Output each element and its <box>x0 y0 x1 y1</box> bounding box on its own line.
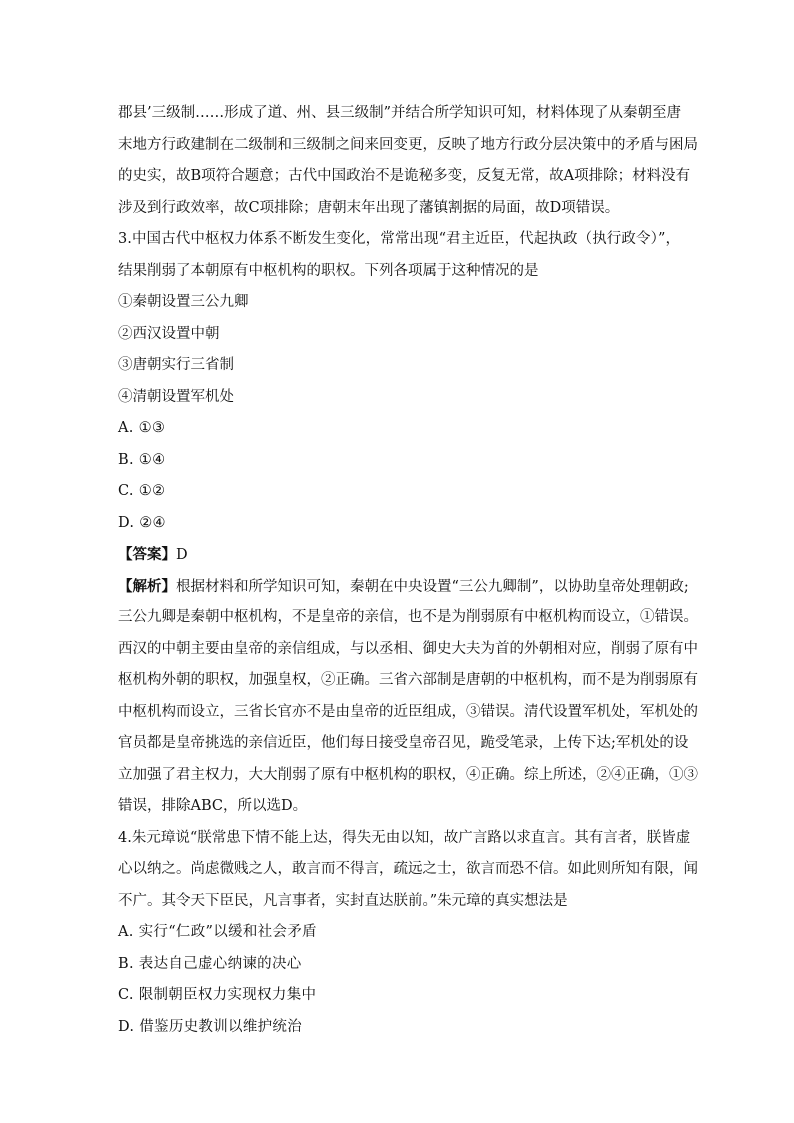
analysis-line: 中枢机构而设立，三省长官亦不是由皇帝的近臣组成，③错误。清代设置军机处，军机处的 <box>118 703 698 720</box>
question-stem-line: 4.朱元璋说“朕常患下情不能上达，得失无由以知，故广言路以求直言。其有言者，朕皆虚 <box>118 829 691 846</box>
previous-explanation <box>118 98 698 224</box>
text-line: 涉及到行政效率，故C项排除；唐朝末年出现了藩镇割据的局面，故D项错误。 <box>118 199 620 216</box>
analysis-line: 三公九卿是秦朝中枢机构，不是皇帝的亲信，也不是为削弱原有中枢机构而设立，①错误。 <box>118 609 698 625</box>
document-page <box>118 98 698 1043</box>
answer-option-b: B. ①④ <box>118 451 166 468</box>
answer-label: 【答案】 <box>118 546 176 563</box>
question-stem-line: 不广。其令天下臣民，凡言事者，实封直达朕前。”朱元璋的真实想法是 <box>118 892 568 909</box>
analysis-line: 西汉的中朝主要由皇帝的亲信组成，与以丞相、御史大夫为首的外朝相对应，削弱了原有中 <box>118 640 698 657</box>
question-stem-line: 3.中国古代中枢权力体系不断发生变化，常常出现“君主近臣，代起执政（执行政令）”， <box>118 231 680 247</box>
answer-option-a: A. 实行“仁政”以缓和社会矛盾 <box>118 924 317 940</box>
answer-option-b: B. 表达自己虚心纳谏的决心 <box>118 955 302 972</box>
answer-option-c: C. ①② <box>118 483 166 499</box>
answer-value: D <box>176 547 188 563</box>
question-stem-line: 结果削弱了本朝原有中枢机构的职权。下列各项属于这种情况的是 <box>118 262 539 279</box>
analysis-line: 官员都是皇帝挑选的亲信近臣，他们每日接受皇帝召见，跪受笔录，上传下达;军机处的设 <box>118 735 689 751</box>
analysis-line: 错误，排除ABC，所以选D。 <box>118 798 308 814</box>
question-3 <box>118 224 698 823</box>
analysis-line: 枢机构外朝的职权，加强皇权，②正确。三省六部制是唐朝的中枢机构，而不是为削弱原有 <box>118 672 698 688</box>
answer-option-c: C. 限制朝臣权力实现权力集中 <box>118 987 317 1003</box>
text-line: 的史实，故B项符合题意；古代中国政治不是诡秘多变，反复无常，故A项排除；材料没有 <box>118 168 691 184</box>
question-stem-line: 心以纳之。尚虑微贱之人，敢言而不得言，疏远之士，欲言而恐不信。如此则所知有限，闻 <box>118 861 698 877</box>
statement-item: ①秦朝设置三公九卿 <box>118 294 249 310</box>
question-4 <box>118 823 698 1044</box>
statement-item: ③唐朝实行三省制 <box>118 357 234 373</box>
answer-line <box>118 539 680 571</box>
statement-item: ④清朝设置军机处 <box>118 388 234 405</box>
analysis-text: 根据材料和所学知识可知，秦朝在中央设置“三公九卿制”，以协助皇帝处理朝政; <box>176 578 689 595</box>
text-line: 郡县’三级制……形成了道、州、县三级制”并结合所学知识可知，材料体现了从秦朝至唐 <box>118 105 682 121</box>
analysis-line: 立加强了君主权力，大大削弱了原有中枢机构的职权，④正确。综上所述，②④正确，①③ <box>118 766 698 783</box>
analysis-line <box>118 571 689 603</box>
statement-item: ②西汉设置中朝 <box>118 325 220 342</box>
answer-option-d: D. 借鉴历史教训以维护统治 <box>118 1018 303 1035</box>
answer-option-a: A. ①③ <box>118 420 166 436</box>
analysis-label: 【解析】 <box>118 577 176 595</box>
answer-option-d: D. ②④ <box>118 514 166 531</box>
text-line: 末地方行政建制在二级制和三级制之间来回变更，反映了地方行政分层决策中的矛盾与困局 <box>118 136 698 153</box>
